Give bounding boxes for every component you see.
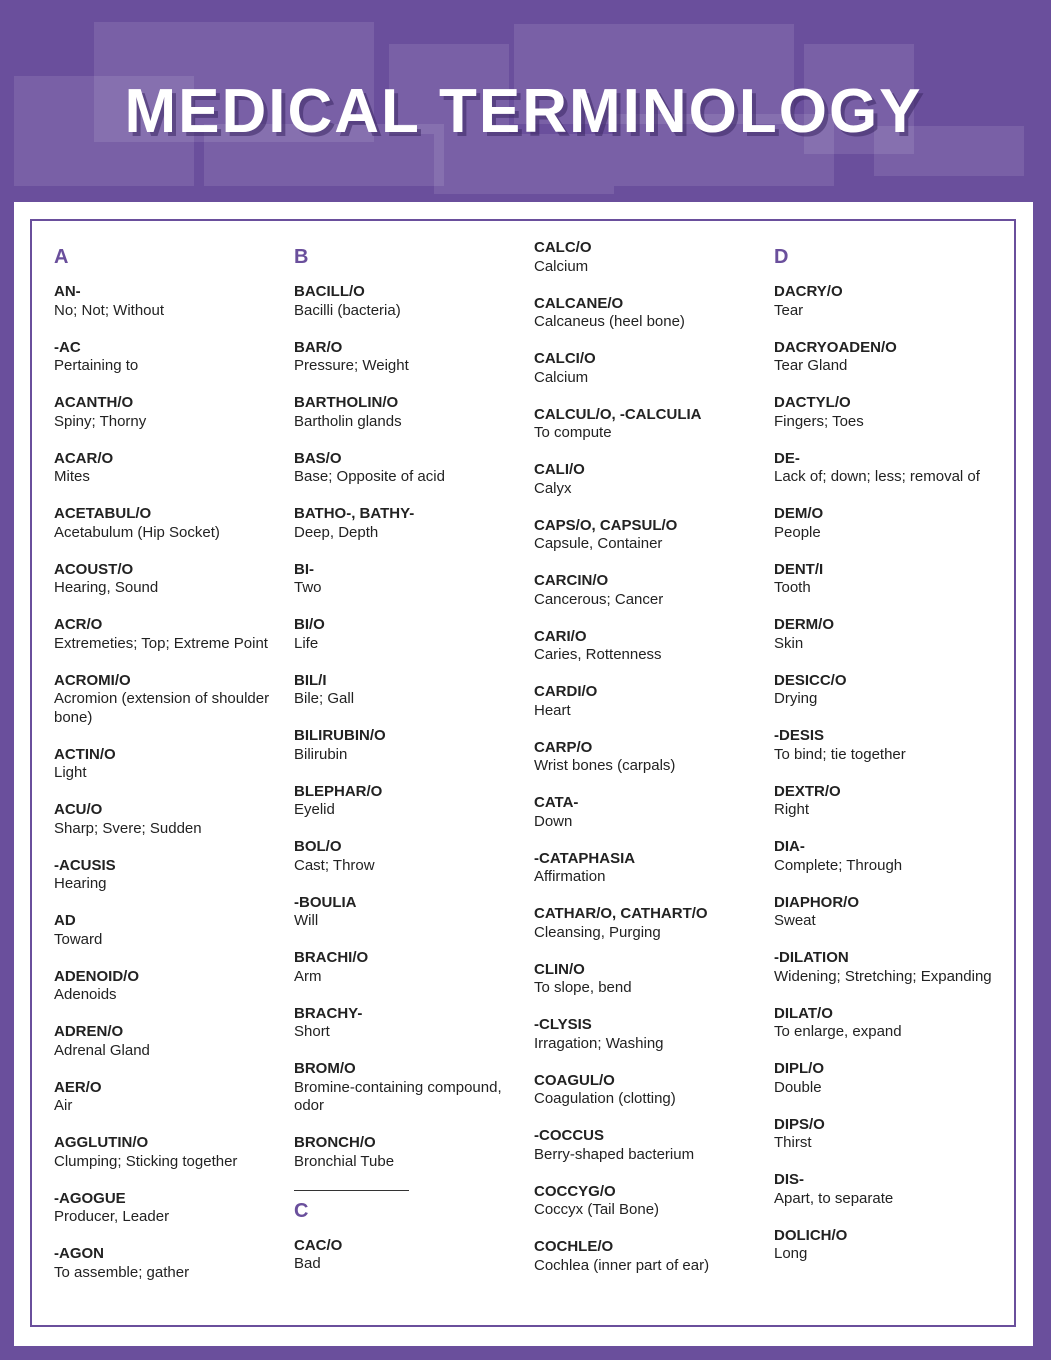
term-definition: Deep, Depth [294, 523, 379, 541]
term-definition: Sweat [774, 912, 816, 929]
term-definition: Short [294, 1023, 330, 1040]
term-definition: Spiny; Thorny [54, 412, 147, 430]
term-entry [534, 683, 754, 720]
term-name: DILAT/O [774, 1004, 833, 1022]
term-name: CALCANE/O [534, 294, 624, 312]
column-a [54, 243, 274, 1301]
term-name: DOLICH/O [774, 1226, 848, 1244]
header-banner [14, 14, 1033, 202]
term-definition: Irragation; Washing [534, 1034, 664, 1052]
term-name: DIAPHOR/O [774, 893, 860, 911]
term-definition: Arm [294, 967, 322, 985]
term-entry [774, 561, 994, 598]
term-entry [294, 727, 514, 764]
term-name: -CLYSIS [534, 1016, 592, 1033]
term-definition: No; Not; Without [54, 301, 165, 319]
term-list [294, 283, 514, 1171]
column-b [294, 243, 514, 1292]
term-list [534, 239, 754, 1275]
term-entry [54, 912, 274, 949]
term-definition: Bad [294, 1255, 321, 1272]
term-definition: Thirst [774, 1134, 812, 1151]
term-definition: To bind; tie together [774, 745, 906, 763]
term-name: CALCI/O [534, 350, 596, 367]
term-name: AGGLUTIN/O [54, 1134, 149, 1151]
term-name: ACROMI/O [54, 671, 131, 689]
term-name: DIA- [774, 838, 805, 855]
term-name: AER/O [54, 1078, 102, 1096]
term-definition: Bronchial Tube [294, 1152, 395, 1170]
term-name: CAC/O [294, 1236, 343, 1254]
term-definition: Cancerous; Cancer [534, 590, 664, 608]
term-entry [54, 394, 274, 431]
term-entry [294, 1005, 514, 1042]
term-name: DACTYL/O [774, 394, 851, 411]
term-definition: Calyx [534, 479, 572, 497]
term-definition: Pertaining to [54, 357, 139, 374]
term-definition: Down [534, 812, 573, 830]
term-definition: Complete; Through [774, 856, 903, 874]
term-name: DACRY/O [774, 283, 843, 300]
term-entry [774, 1227, 994, 1264]
term-name: BRACHI/O [294, 949, 369, 966]
term-entry [294, 450, 514, 487]
term-name: -ACUSIS [54, 856, 116, 874]
term-entry [534, 1127, 754, 1164]
term-name: -COCCUS [534, 1127, 604, 1144]
term-entry [534, 572, 754, 609]
term-entry [54, 1079, 274, 1116]
term-definition: Air [54, 1097, 73, 1114]
term-definition: Adrenal Gland [54, 1041, 150, 1059]
term-name: BAS/O [294, 449, 342, 467]
term-entry [774, 339, 994, 376]
term-name: DIPL/O [774, 1060, 825, 1077]
term-definition: Affirmation [534, 868, 606, 885]
term-definition: Tear [774, 301, 804, 319]
term-entry [774, 1005, 994, 1042]
term-entry [294, 283, 514, 320]
term-definition: Caries, Rottenness [534, 646, 662, 663]
term-definition: Cleansing, Purging [534, 923, 661, 941]
term-entry [774, 838, 994, 875]
term-name: BATHO-, BATHY- [294, 505, 415, 522]
term-name: -AC [54, 338, 81, 356]
term-entry [294, 394, 514, 431]
term-entry [294, 894, 514, 931]
term-entry [534, 406, 754, 443]
term-name: BAR/O [294, 338, 343, 356]
term-entry [774, 283, 994, 320]
term-entry [774, 1116, 994, 1153]
term-definition: Extremeties; Top; Extreme Point [54, 634, 268, 652]
term-name: -DESIS [774, 727, 825, 744]
term-definition: Hearing, Sound [54, 579, 159, 596]
term-entry [294, 1060, 514, 1116]
term-definition: Cast; Throw [294, 856, 375, 874]
term-name: ACOUST/O [54, 560, 134, 578]
term-definition: Coccyx (Tail Bone) [534, 1201, 660, 1218]
term-entry [294, 783, 514, 820]
term-definition: Cochlea (inner part of ear) [534, 1256, 710, 1274]
term-entry [294, 561, 514, 598]
term-entry [534, 461, 754, 498]
term-entry [534, 850, 754, 887]
term-entry [774, 394, 994, 431]
term-list [54, 283, 274, 1282]
term-entry [54, 283, 274, 320]
term-definition: Mites [54, 468, 90, 485]
term-definition: Fingers; Toes [774, 412, 864, 430]
term-entry [774, 616, 994, 653]
term-entry [534, 739, 754, 776]
term-entry [534, 628, 754, 665]
term-list [294, 1237, 514, 1274]
term-entry [54, 1023, 274, 1060]
term-name: DACRYOADEN/O [774, 338, 897, 356]
term-entry [54, 616, 274, 653]
term-definition: Base; Opposite of acid [294, 468, 445, 485]
term-definition: Capsule, Container [534, 535, 663, 552]
term-name: ADREN/O [54, 1023, 124, 1040]
term-name: DENT/I [774, 560, 824, 578]
term-definition: Clumping; Sticking together [54, 1152, 238, 1170]
term-name: DIPS/O [774, 1115, 825, 1133]
term-name: ACETABUL/O [54, 505, 152, 522]
term-entry [534, 1072, 754, 1109]
term-name: BACILL/O [294, 283, 365, 300]
term-name: ACANTH/O [54, 394, 134, 411]
term-entry [534, 239, 754, 276]
term-name: ACR/O [54, 616, 103, 633]
term-name: BRONCH/O [294, 1134, 376, 1151]
term-definition: Widening; Stretching; Expanding [774, 967, 992, 985]
term-definition: Right [774, 801, 810, 818]
column-c [534, 239, 754, 1294]
term-name: BARTHOLIN/O [294, 394, 399, 411]
term-definition: Berry-shaped bacterium [534, 1145, 695, 1163]
column-d [774, 243, 994, 1282]
term-name: DESICC/O [774, 671, 847, 689]
term-definition: Will [294, 912, 319, 929]
term-definition: Sharp; Svere; Sudden [54, 819, 202, 837]
term-definition: Two [294, 579, 322, 596]
term-entry [54, 857, 274, 894]
term-definition: Toward [54, 930, 103, 948]
term-name: CLIN/O [534, 960, 585, 978]
term-name: COAGUL/O [534, 1071, 615, 1089]
term-definition: To slope, bend [534, 979, 632, 996]
term-entry [534, 350, 754, 387]
term-name: CARP/O [534, 738, 593, 756]
term-entry [534, 794, 754, 831]
term-entry [774, 450, 994, 487]
term-entry [54, 968, 274, 1005]
term-name: BOL/O [294, 838, 342, 855]
term-name: DEM/O [774, 505, 824, 522]
term-entry [294, 505, 514, 542]
term-definition: Wrist bones (carpals) [534, 757, 676, 774]
term-definition: Bile; Gall [294, 690, 355, 707]
section-letter: C [294, 1199, 309, 1222]
section-letter: A [54, 246, 69, 268]
term-name: BILIRUBIN/O [294, 727, 386, 744]
term-name: BROM/O [294, 1060, 356, 1077]
term-name: CAPS/O, CAPSUL/O [534, 516, 678, 534]
term-entry [294, 949, 514, 986]
term-name: CARI/O [534, 627, 587, 645]
term-entry [774, 672, 994, 709]
term-name: ACTIN/O [54, 745, 116, 763]
term-name: DERM/O [774, 616, 834, 633]
term-definition: Coagulation (clotting) [534, 1090, 676, 1107]
term-definition: Apart, to separate [774, 1189, 894, 1207]
term-definition: Eyelid [294, 801, 335, 818]
term-name: -DILATION [774, 949, 849, 966]
term-definition: Double [774, 1078, 822, 1096]
term-entry [534, 961, 754, 998]
term-definition: Adenoids [54, 986, 117, 1003]
term-name: CATA- [534, 794, 579, 811]
term-definition: To assemble; gather [54, 1263, 190, 1281]
term-entry [534, 517, 754, 554]
term-definition: Lack of; down; less; removal of [774, 468, 980, 485]
page-frame [14, 14, 1033, 1346]
term-name: -CATAPHASIA [534, 849, 636, 867]
term-name: -BOULIA [294, 893, 357, 911]
term-definition: Bilirubin [294, 745, 348, 763]
term-definition: Light [54, 764, 87, 781]
term-entry [54, 339, 274, 376]
term-name: -AGOGUE [54, 1189, 126, 1207]
term-definition: Hearing [54, 875, 107, 892]
term-entry [54, 450, 274, 487]
term-name: COCCYG/O [534, 1182, 616, 1200]
term-entry [774, 894, 994, 931]
term-name: AN- [54, 283, 81, 300]
term-definition: Heart [534, 701, 571, 719]
term-name: DIS- [774, 1171, 804, 1188]
term-name: -AGON [54, 1245, 104, 1262]
term-definition: Acromion (extension of shoulder bone) [54, 690, 270, 726]
term-entry [534, 1016, 754, 1053]
term-definition: Skin [774, 634, 804, 652]
term-entry [534, 1183, 754, 1220]
term-name: CALCUL/O, -CALCULIA [534, 405, 702, 423]
term-name: CARCIN/O [534, 572, 609, 589]
terms-panel [30, 219, 1016, 1327]
term-name: BRACHY- [294, 1004, 363, 1022]
term-definition: Calcium [534, 368, 589, 386]
term-entry [294, 838, 514, 875]
term-name: ADENOID/O [54, 967, 140, 985]
term-entry [54, 672, 274, 728]
term-definition: Tooth [774, 579, 811, 596]
term-entry [54, 1190, 274, 1227]
term-definition: Bromine-containing compound, odor [294, 1078, 502, 1114]
term-name: CALC/O [534, 239, 592, 256]
term-name: BIL/I [294, 671, 327, 689]
term-entry [774, 783, 994, 820]
term-definition: To compute [534, 424, 612, 441]
term-definition: Calcaneus (heel bone) [534, 313, 685, 330]
term-name: COCHLE/O [534, 1238, 614, 1255]
term-entry [294, 1237, 514, 1274]
term-entry [294, 339, 514, 376]
term-definition: Life [294, 634, 319, 652]
term-entry [774, 1171, 994, 1208]
term-entry [54, 801, 274, 838]
term-entry [54, 746, 274, 783]
section-divider [294, 1190, 409, 1191]
term-entry [294, 616, 514, 653]
term-definition: Pressure; Weight [294, 357, 409, 374]
term-entry [54, 505, 274, 542]
term-definition: Acetabulum (Hip Socket) [54, 523, 220, 541]
term-definition: Drying [774, 690, 818, 707]
term-definition: Producer, Leader [54, 1208, 170, 1225]
term-name: BI- [294, 560, 314, 578]
term-name: BLEPHAR/O [294, 782, 383, 800]
term-entry [54, 1134, 274, 1171]
term-entry [774, 727, 994, 764]
term-definition: Calcium [534, 257, 589, 275]
term-definition: To enlarge, expand [774, 1023, 902, 1040]
section-letter: B [294, 246, 309, 268]
term-name: DE- [774, 449, 800, 467]
term-definition: Long [774, 1245, 808, 1262]
term-name: BI/O [294, 616, 325, 633]
term-name: CATHAR/O, CATHART/O [534, 905, 708, 922]
term-definition: People [774, 523, 821, 541]
page-title: MEDICAL TERMINOLOGY [124, 77, 923, 146]
term-name: DEXTR/O [774, 782, 841, 800]
term-name: CALI/O [534, 461, 585, 478]
term-definition: Bacilli (bacteria) [294, 301, 401, 319]
term-list [774, 283, 994, 1264]
term-entry [774, 505, 994, 542]
term-entry [774, 1060, 994, 1097]
term-entry [534, 1238, 754, 1275]
term-name: ACU/O [54, 801, 103, 818]
term-name: ACAR/O [54, 449, 114, 467]
term-definition: Tear Gland [774, 357, 848, 374]
term-entry [54, 1245, 274, 1282]
term-name: AD [54, 912, 76, 929]
term-entry [534, 295, 754, 332]
term-entry [54, 561, 274, 598]
term-name: CARDI/O [534, 683, 598, 700]
term-entry [534, 905, 754, 942]
section-letter: D [774, 246, 789, 268]
term-entry [294, 1134, 514, 1171]
term-definition: Bartholin glands [294, 412, 402, 430]
term-entry [774, 949, 994, 986]
term-entry [294, 672, 514, 709]
